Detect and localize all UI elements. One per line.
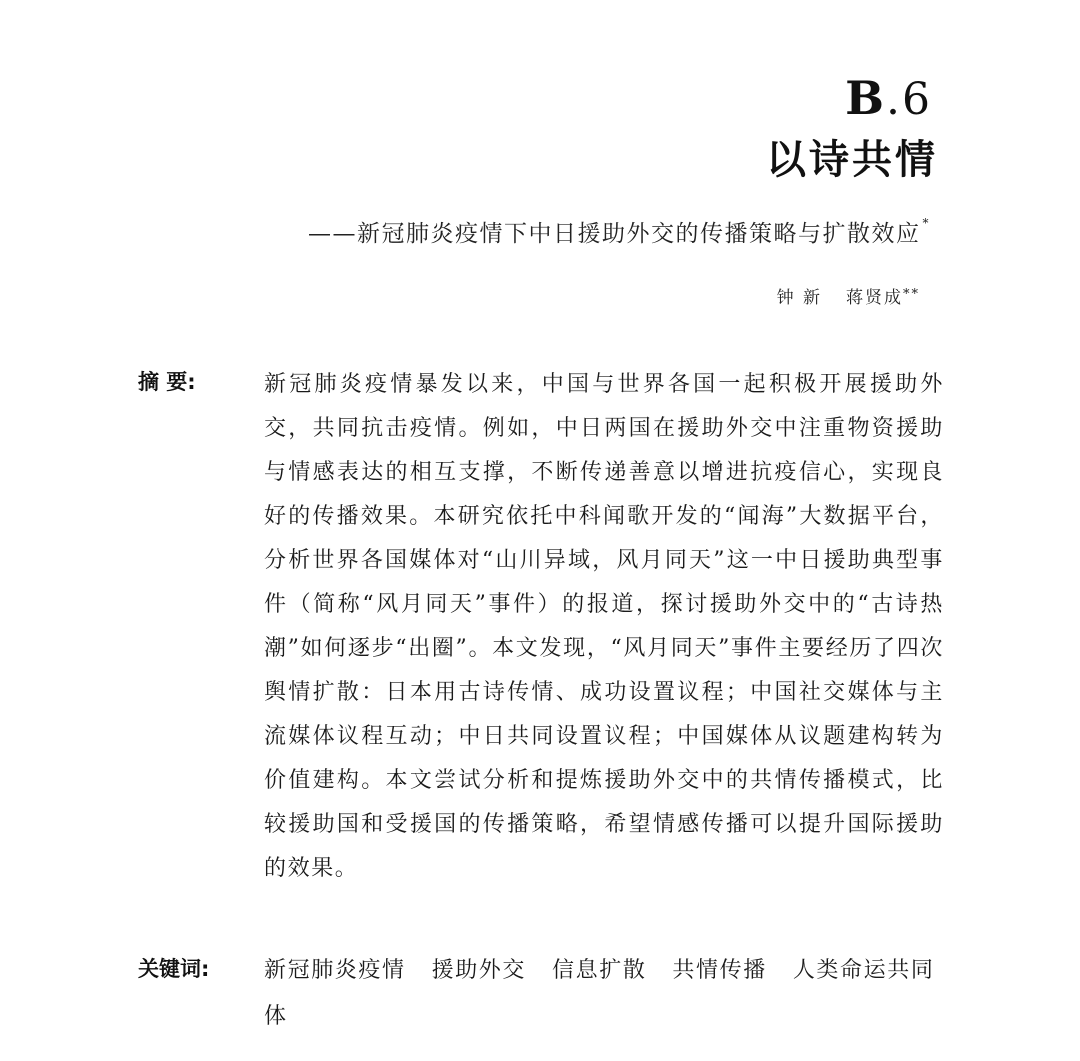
- author-name: 钟 新: [776, 288, 822, 308]
- subtitle-footnote-marker: *: [922, 216, 930, 230]
- keyword-item: 共情传播: [672, 958, 767, 983]
- keyword-item: 人类命运共同体: [264, 958, 935, 1029]
- article-title: 以诗共情: [766, 137, 938, 183]
- author-line: [777, 281, 920, 312]
- abstract-body: 新冠肺炎疫情暴发以来，中国与世界各国一起积极开展援助外交，共同抗击疫情。例如，中日两国在援助外交中注重物资援助与情感表达的相互支撑，不断传递善意以增进抗疫信心，实现良好的传播效果。本研究依托中科闻歌开发的“闻海”大数据平台，分析世界各国媒体对“山川异域，风月同天”这一中日援助典型事件（简称“风月同天”事件）的报道，探讨援助外交中的“古诗热潮”如何逐步“出圈”。本文发现，“风月同天”事件主要经历了四次舆情扩散：日本用古诗传情、成功设置议程；中国社交媒体与主流媒体议程互动；中日共同设置议程；中国媒体从议题建构转为价值建构。本文尝试分析和提炼援助外交中的共情传播模式，比较援助国和受援国的传播策略，希望情感传播可以提升国际援助的效果。: [264, 372, 944, 881]
- keywords-list: [264, 948, 944, 1040]
- chapter-number: [845, 70, 932, 128]
- keywords-label: 关键词:: [138, 957, 210, 981]
- article-subtitle: [308, 205, 930, 252]
- author-name: 蒋贤成: [846, 288, 903, 308]
- chapter-letter: B: [845, 71, 887, 125]
- keyword-item: 信息扩散: [552, 958, 647, 983]
- keyword-item: 新冠肺炎疫情: [264, 958, 406, 983]
- chapter-digit: .6: [886, 74, 932, 125]
- author-footnote-marker: **: [903, 287, 920, 302]
- keyword-item: 援助外交: [431, 958, 527, 983]
- abstract-label: 摘 要:: [138, 370, 196, 394]
- subtitle-text: ——新冠肺炎疫情下中日援助外交的传播策略与扩散效应: [308, 221, 921, 247]
